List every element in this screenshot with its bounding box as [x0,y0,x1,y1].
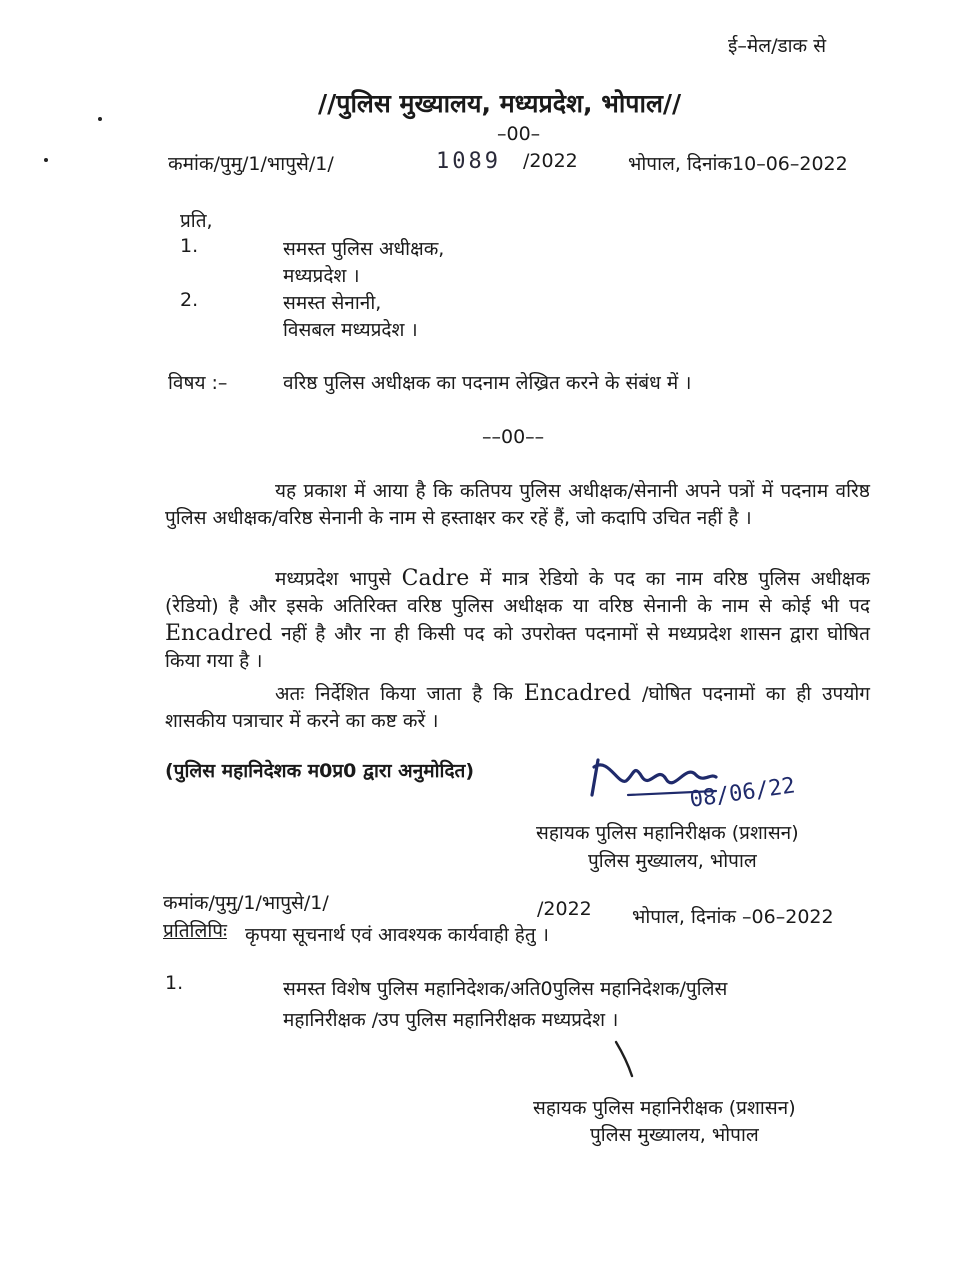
copy-number-prefix: कमांक/पुमु/1/भापुसे/1/ [163,892,329,914]
paragraph-text: नहीं है और ना ही किसी पद को उपरोक्त पदनामों से मध्यप्रदेश शासन द्वारा घोषित किया गया है । [165,623,870,672]
recipient-line: विसबल मध्यप्रदेश । [283,319,418,341]
recipient-line: समस्त पुलिस अधीक्षक, [283,238,445,260]
copy-item-num: 1. [165,972,184,994]
encadred-word: Encadred [523,681,632,706]
signature-1-designation: सहायक पुलिस महानिरीक्षक (प्रशासन) [536,822,799,844]
subject-label: विषय :– [168,372,228,394]
signature-2-mark [610,1040,640,1080]
scan-speck [98,117,102,121]
recipient-num: 1. [180,235,199,257]
dispatch-mode: ई–मेल/डाक से [728,35,827,57]
recipient-num: 2. [180,289,199,311]
body-paragraph-3 [165,680,870,735]
copy-year: /2022 [537,898,592,920]
prati-label: प्रति, [180,210,213,232]
copy-item-line: महानिरीक्षक /उप पुलिस महानिरीक्षक मध्यप्रदेश । [283,1009,619,1031]
header-separator: –00– [497,123,541,145]
body-paragraph-2 [165,565,870,675]
subject-text: वरिष्ठ पुलिस अधीक्षक का पदनाम लेख्रित करने के संबंध में । [283,372,692,394]
signature-1-date: 08/06/22 [688,773,797,813]
cadre-word: Cadre [401,566,470,591]
recipient-line: मध्यप्रदेश । [283,265,360,287]
body-separator: ––00–– [482,426,545,448]
paragraph-text: यह प्रकाश में आया है कि कतिपय पुलिस अधीक्षक/सेनानी अपने पत्रों में पदनाम वरिष्ठ पुलिस अधीक्षक/वरिष्ठ सेनानी के नाम से हस्ताक्षर कर रहें हैं, जो कदापि उचित नहीं है । [165,480,870,529]
paragraph-text: में मात्र रेडियो के पद का नाम वरिष्ठ पुलिस अधीक्षक (रेडियो) है और इसके अतिरिक्त वरिष्ठ पुलिस अधीक्षक या वरिष्ठ सेनानी के नाम से कोई भी पद [165,568,870,617]
recipient-line: समस्त सेनानी, [283,292,382,314]
signature-1-office: पुलिस मुख्यालय, भोपाल [588,850,757,872]
ref-year: /2022 [523,150,578,172]
encadred-word: Encadred [165,621,273,646]
ref-number-prefix: कमांक/पुमु/1/भापुसे/1/ [168,153,334,175]
copy-item-line: समस्त विशेष पुलिस महानिदेशक/अति0पुलिस महानिदेशक/पुलिस [283,978,728,1000]
page-title: //पुलिस मुख्यालय, मध्यप्रदेश, भोपाल// [318,89,682,118]
copy-text: कृपया सूचनार्थ एवं आवश्यक कार्यवाही हेतु । [245,924,549,946]
paragraph-text: /घोषित पदनामों का ही उपयोग शासकीय पत्राचार में करने का कष्ट करें । [165,683,870,732]
paragraph-text: मध्यप्रदेश भापुसे [275,568,391,590]
approval-note: (पुलिस महानिदेशक म0प्र0 द्वारा अनुमोदित) [165,760,475,782]
signature-2-designation: सहायक पुलिस महानिरीक्षक (प्रशासन) [533,1097,796,1119]
signature-2-office: पुलिस मुख्यालय, भोपाल [590,1124,759,1146]
copy-label: प्रतिलिपिः [163,920,227,942]
ref-place-date: भोपाल, दिनांक10–06–2022 [628,153,848,175]
paragraph-text: अतः निर्देशित किया जाता है कि [275,683,513,705]
copy-place-date: भोपाल, दिनांक –06–2022 [632,906,834,928]
scan-speck [44,158,48,162]
handwritten-ref-number: 1089 [436,149,501,174]
body-paragraph-1 [165,478,870,532]
